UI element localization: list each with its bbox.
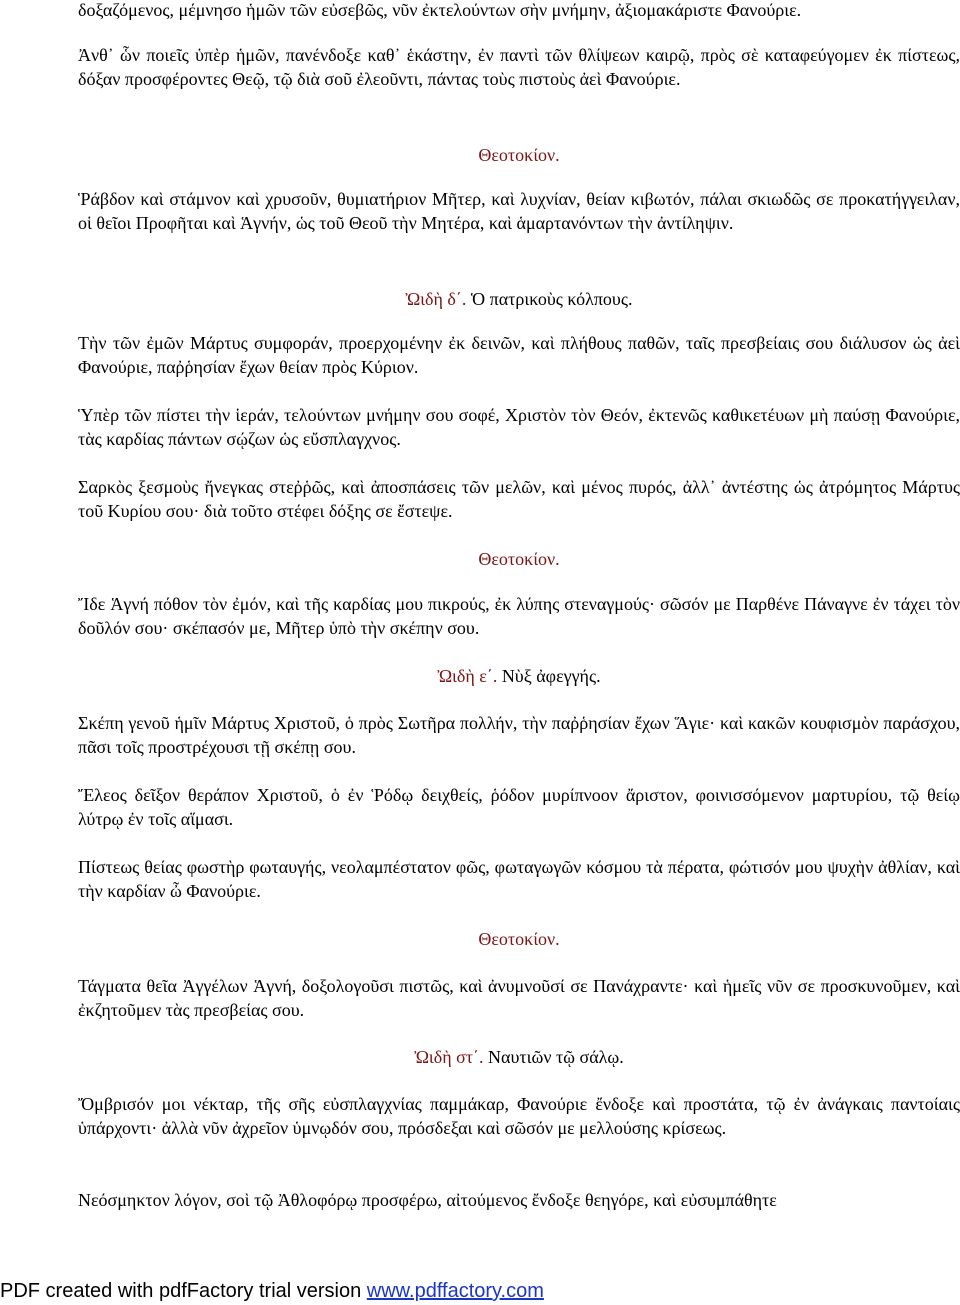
ode-4-hirmos: Ὁ πατρικοὺς κόλπους.: [466, 289, 633, 309]
paragraph-10: Τάγματα θεῖα Ἀγγέλων Ἁγνή, δοξολογοῦσι πιστῶς, καὶ ἀνυμνοῦσί σε Πανάχραντε· καὶ ἡμεῖς νῦν σε προσκυνοῦμεν, καὶ ἐκζητοῦμεν τὰς πρεσβείας σου.: [78, 976, 960, 1020]
paragraph-5: Σαρκὸς ξεσμοὺς ἤνεγκας στεῤῥῶς, καὶ ἀποσπάσεις τῶν μελῶν, καὶ μένος πυρός, ἀλλ᾽ ἀντέστης ὡς ἀτρόμητος Μάρτυς τοῦ Κυρίου σου· διὰ τοῦτο στέφει δόξης σε ἔστεψε.: [78, 477, 960, 521]
ode-6-label: Ὠιδὴ στ΄.: [414, 1047, 484, 1067]
heading-ode-5: [78, 664, 960, 688]
heading-theotokion-3: Θεοτοκίον.: [478, 929, 560, 949]
paragraph-7: Σκέπη γενοῦ ἡμῖν Μάρτυς Χριστοῦ, ὁ πρὸς Σωτῆρα πολλήν, τὴν παῤῥησίαν ἔχων Ἅγιε· καὶ κακῶν κουφισμὸν παράσχου, πᾶσι τοῖς προστρέχουσι τῇ σκέπῃ σου.: [78, 713, 960, 757]
ode-5-label: Ὠιδὴ ε΄.: [437, 666, 498, 686]
pdffactory-link[interactable]: www.pdffactory.com: [366, 1280, 544, 1302]
paragraph-1: Ἀνθ᾽ ὧν ποιεῖς ὑπὲρ ἡμῶν, πανένδοξε καθ᾽ ἑκάστην, ἐν παντὶ τῶν θλίψεων καιρῷ, πρὸς σὲ καταφεύγομεν ἐκ πίστεως, δόξαν προσφέροντες Θεῷ, τῷ διὰ σοῦ ἐλεοῦντι, πάντας τοὺς πιστοὺς ἀεὶ Φανούριε.: [78, 45, 960, 89]
paragraph-11: Ὄμβρισόν μοι νέκταρ, τῆς σῆς εὐσπλαγχνίας παμμάκαρ, Φανούριε ἔνδοξε καὶ προστάτα, τῷ ἐν ἀνάγκαις παντοίαις ὑπάρχοντι· ἀλλὰ νῦν ἀχρεῖον ὑμνῳδόν σου, πρόσδεξαι καὶ σῶσόν με μελλούσης κρίσεως.: [78, 1094, 960, 1138]
paragraph-4: Ὑπὲρ τῶν πίστει τὴν ἱεράν, τελούντων μνήμην σου σοφέ, Χριστὸν τὸν Θεόν, ἐκτενῶς καθικετέυων μὴ παύσῃ Φανούριε, τὰς καρδίας πάντων σῴζων ὡς εὔσπλαγχνος.: [78, 405, 960, 449]
paragraph-0: δοξαζόμενος, μέμνησο ἡμῶν τῶν εὐσεβῶς, νῦν ἐκτελούντων σὴν μνήμην, ἀξιομακάριστε Φανούριε.: [78, 0, 802, 20]
paragraph-12: Νεόσμηκτον λόγον, σοὶ τῷ Ἀθλοφόρῳ προσφέρω, αἰτούμενος ἔνδοξε θεηγόρε, καὶ εὐσυμπάθητε: [78, 1190, 777, 1210]
paragraph-6: Ἴδε Ἁγνή πόθον τὸν ἐμόν, καὶ τῆς καρδίας μου πικρούς, ἐκ λύπης στεναγμούς· σῶσόν με Παρθένε Πάναγνε ἐν τάχει τὸν δοῦλόν σου· σκέπασόν με, Μῆτερ ὑπὸ τὴν σκέπην σου.: [78, 594, 960, 638]
paragraph-3: Τὴν τῶν ἐμῶν Μάρτυς συμφοράν, προερχομένην ἐκ δεινῶν, καὶ πλήθους παθῶν, ταῖς πρεσβείαις σου διάλυσον ὡς ἀεὶ Φανούριε, παῤῥησίαν ἔχων θείαν πρὸς Κύριον.: [78, 333, 960, 377]
ode-5-hirmos: Νὺξ ἀφεγγής.: [497, 666, 601, 686]
paragraph-2: Ῥάβδον καὶ στάμνον καὶ χρυσοῦν, θυμιατήριον Μῆτερ, καὶ λυχνίαν, θείαν κιβωτόν, πάλαι σκιωδῶς σε προκατήγγειλαν, οἱ θεῖοι Προφῆται καὶ Ἁγνήν, ὡς τοῦ Θεοῦ τὴν Μητέρα, καὶ ἁμαρτανόντων τὴν ἀντίληψιν.: [78, 189, 960, 233]
paragraph-9: Πίστεως θείας φωστὴρ φωταυγής, νεολαμπέστατον φῶς, φωταγωγῶν κόσμου τὰ πέρατα, φώτισόν μου ψυχὴν ἀθλίαν, καὶ τὴν καρδίαν ὦ Φανούριε.: [78, 857, 960, 901]
heading-theotokion-2: Θεοτοκίον.: [478, 549, 560, 569]
footer-text: PDF created with pdfFactory trial version: [0, 1280, 367, 1302]
ode-4-label: Ὠιδὴ δ΄.: [405, 289, 467, 309]
heading-ode-6: [78, 1045, 960, 1069]
paragraph-8: Ἔλεος δεῖξον θεράπον Χριστοῦ, ὁ ἐν Ῥόδῳ δειχθείς, ῥόδον μυρίπνοον ἄριστον, φοινισσόμενον μαρτυρίου, τῷ θείῳ λύτρῳ ἐν τοῖς αἵμασι.: [78, 785, 960, 829]
pdf-footer: [0, 1278, 544, 1304]
ode-6-hirmos: Ναυτιῶν τῷ σάλῳ.: [483, 1047, 624, 1067]
heading-theotokion-1: Θεοτοκίον.: [478, 145, 560, 165]
heading-ode-4: [78, 287, 960, 311]
